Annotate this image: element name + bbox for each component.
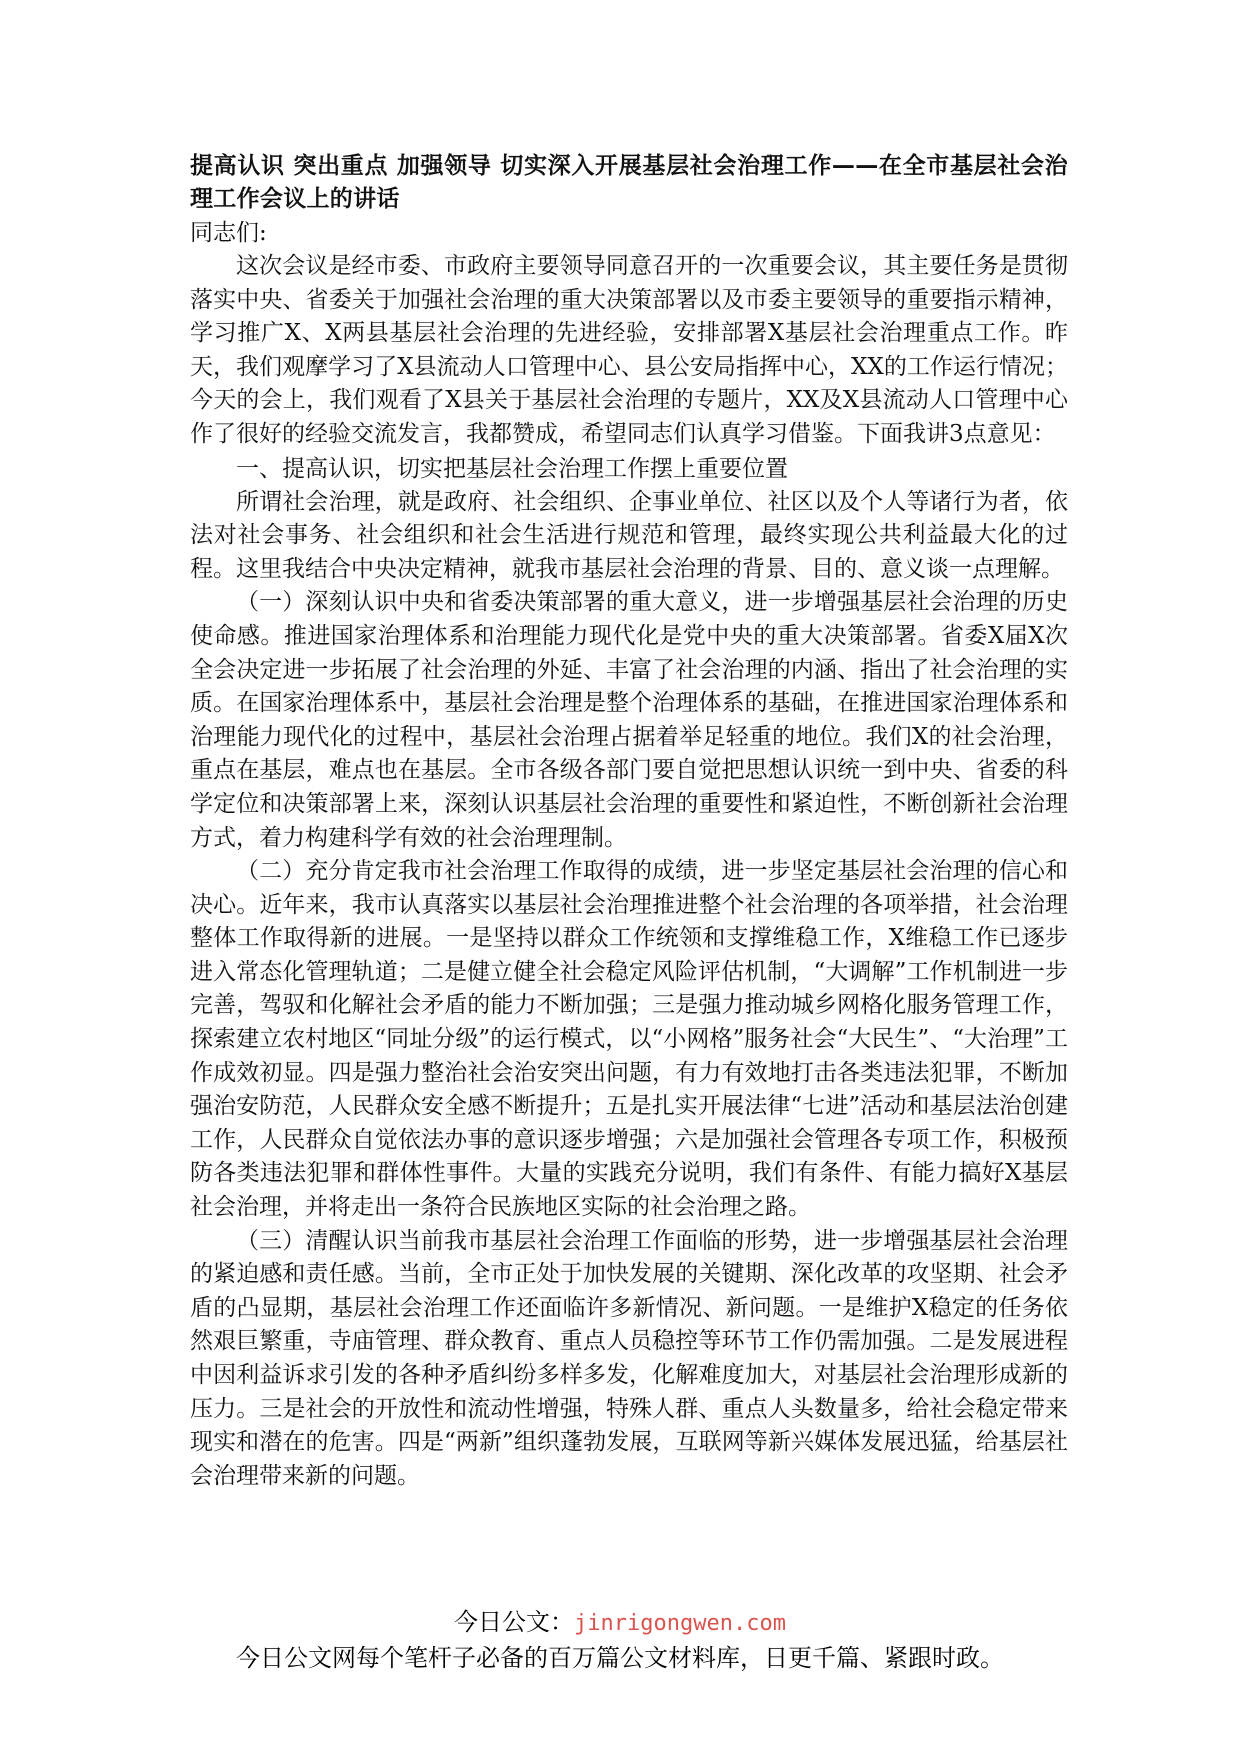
document-title: 提高认识 突出重点 加强领导 切实深入开展基层社会治理工作——在全市基层社会治理工作会议上的讲话: [190, 153, 1068, 212]
paragraph-point-3: （三）清醒认识当前我市基层社会治理工作面临的形势，进一步增强基层社会治理的紧迫感和责任感。当前，全市正处于加快发展的关键期、深化改革的攻坚期、社会矛盾的凸显期，基层社会治理工作还面临许多新情况、新问题。一是维护X稳定的任务依然艰巨繁重，寺庙管理、群众教育、重点人员稳控等环节工作仍需加强。二是发展进程中因利益诉求引发的各种矛盾纠纷多样多发，化解难度加大，对基层社会治理形成新的压力。三是社会的开放性和流动性增强，特殊人群、重点人头数量多，给社会稳定带来现实和潜在的危害。四是“两新”组织蓬勃发展，互联网等新兴媒体发展迅猛，给基层社会治理带来新的问题。: [190, 1227, 1068, 1489]
paragraph-definition: 所谓社会治理，就是政府、社会组织、企事业单位、社区以及个人等诸行为者，依法对社会事务、社会组织和社会生活进行规范和管理，最终实现公共利益最大化的过程。这里我结合中央决定精神，就我市基层社会治理的背景、目的、意义谈一点理解。: [190, 488, 1068, 582]
salutation: 同志们:: [190, 220, 267, 246]
paragraph-point-1: （一）深刻认识中央和省委决策部署的重大意义，进一步增强基层社会治理的历史使命感。推进国家治理体系和治理能力现代化是党中央的重大决策部署。省委X届X次全会决定进一步拓展了社会治理的外延、丰富了社会治理的内涵、指出了社会治理的实质。在国家治理体系中，基层社会治理是整个治理体系的基础，在推进国家治理体系和治理能力现代化的过程中，基层社会治理占据着举足轻重的地位。我们X的社会治理，重点在基层，难点也在基层。全市各级各部门要自觉把思想认识统一到中央、省委的科学定位和决策部署上来，深刻认识基层社会治理的重要性和紧迫性，不断创新社会治理方式，着力构建科学有效的社会治理理制。: [190, 589, 1068, 851]
paragraph-intro: 这次会议是经市委、市政府主要领导同意召开的一次重要会议，其主要任务是贯彻落实中央、省委关于加强社会治理的重大决策部署以及市委主要领导的重要指示精神，学习推广X、X两县基层社会治理的先进经验，安排部署X基层社会治理重点工作。昨天，我们观摩学习了X县流动人口管理中心、县公安局指挥中心，XX的工作运行情况；今天的会上，我们观看了X县关于基层社会治理的专题片，XX及X县流动人口管理中心作了很好的经验交流发言，我都赞成，希望同志们认真学习借鉴。下面我讲3点意见：: [190, 253, 1068, 447]
footer-site-line: [0, 1606, 1240, 1640]
section-heading-1: 一、提高认识，切实把基层社会治理工作摆上重要位置: [236, 455, 788, 482]
footer-slogan: 今日公文网每个笔杆子必备的百万篇公文材料库，日更千篇、紧跟时政。: [236, 1644, 1004, 1672]
footer-site-link[interactable]: jinrigongwen.com: [574, 1611, 786, 1636]
footer-site-label: 今日公文：: [454, 1608, 575, 1636]
document-page: [190, 150, 1068, 1493]
paragraph-point-2: （二）充分肯定我市社会治理工作取得的成绩，进一步坚定基层社会治理的信心和决心。近年来，我市认真落实以基层社会治理推进整个社会治理的各项举措，社会治理整体工作取得新的进展。一是坚持以群众工作统领和支撑维稳工作，X维稳工作已逐步进入常态化管理轨道；二是健立健全社会稳定风险评估机制，“大调解”工作机制进一步完善，驾驭和化解社会矛盾的能力不断加强；三是强力推动城乡网格化服务管理工作，探索建立农村地区“同址分级”的运行模式，以“小网格”服务社会“大民生”、“大治理”工作成效初显。四是强力整治社会治安突出问题，有力有效地打击各类违法犯罪，不断加强治安防范，人民群众安全感不断提升；五是扎实开展法律“七进”活动和基层法治创建工作，人民群众自觉依法办事的意识逐步增强；六是加强社会管理各专项工作，积极预防各类违法犯罪和群体性事件。大量的实践充分说明，我们有条件、有能力搞好X基层社会治理，并将走出一条符合民族地区实际的社会治理之路。: [190, 858, 1068, 1221]
